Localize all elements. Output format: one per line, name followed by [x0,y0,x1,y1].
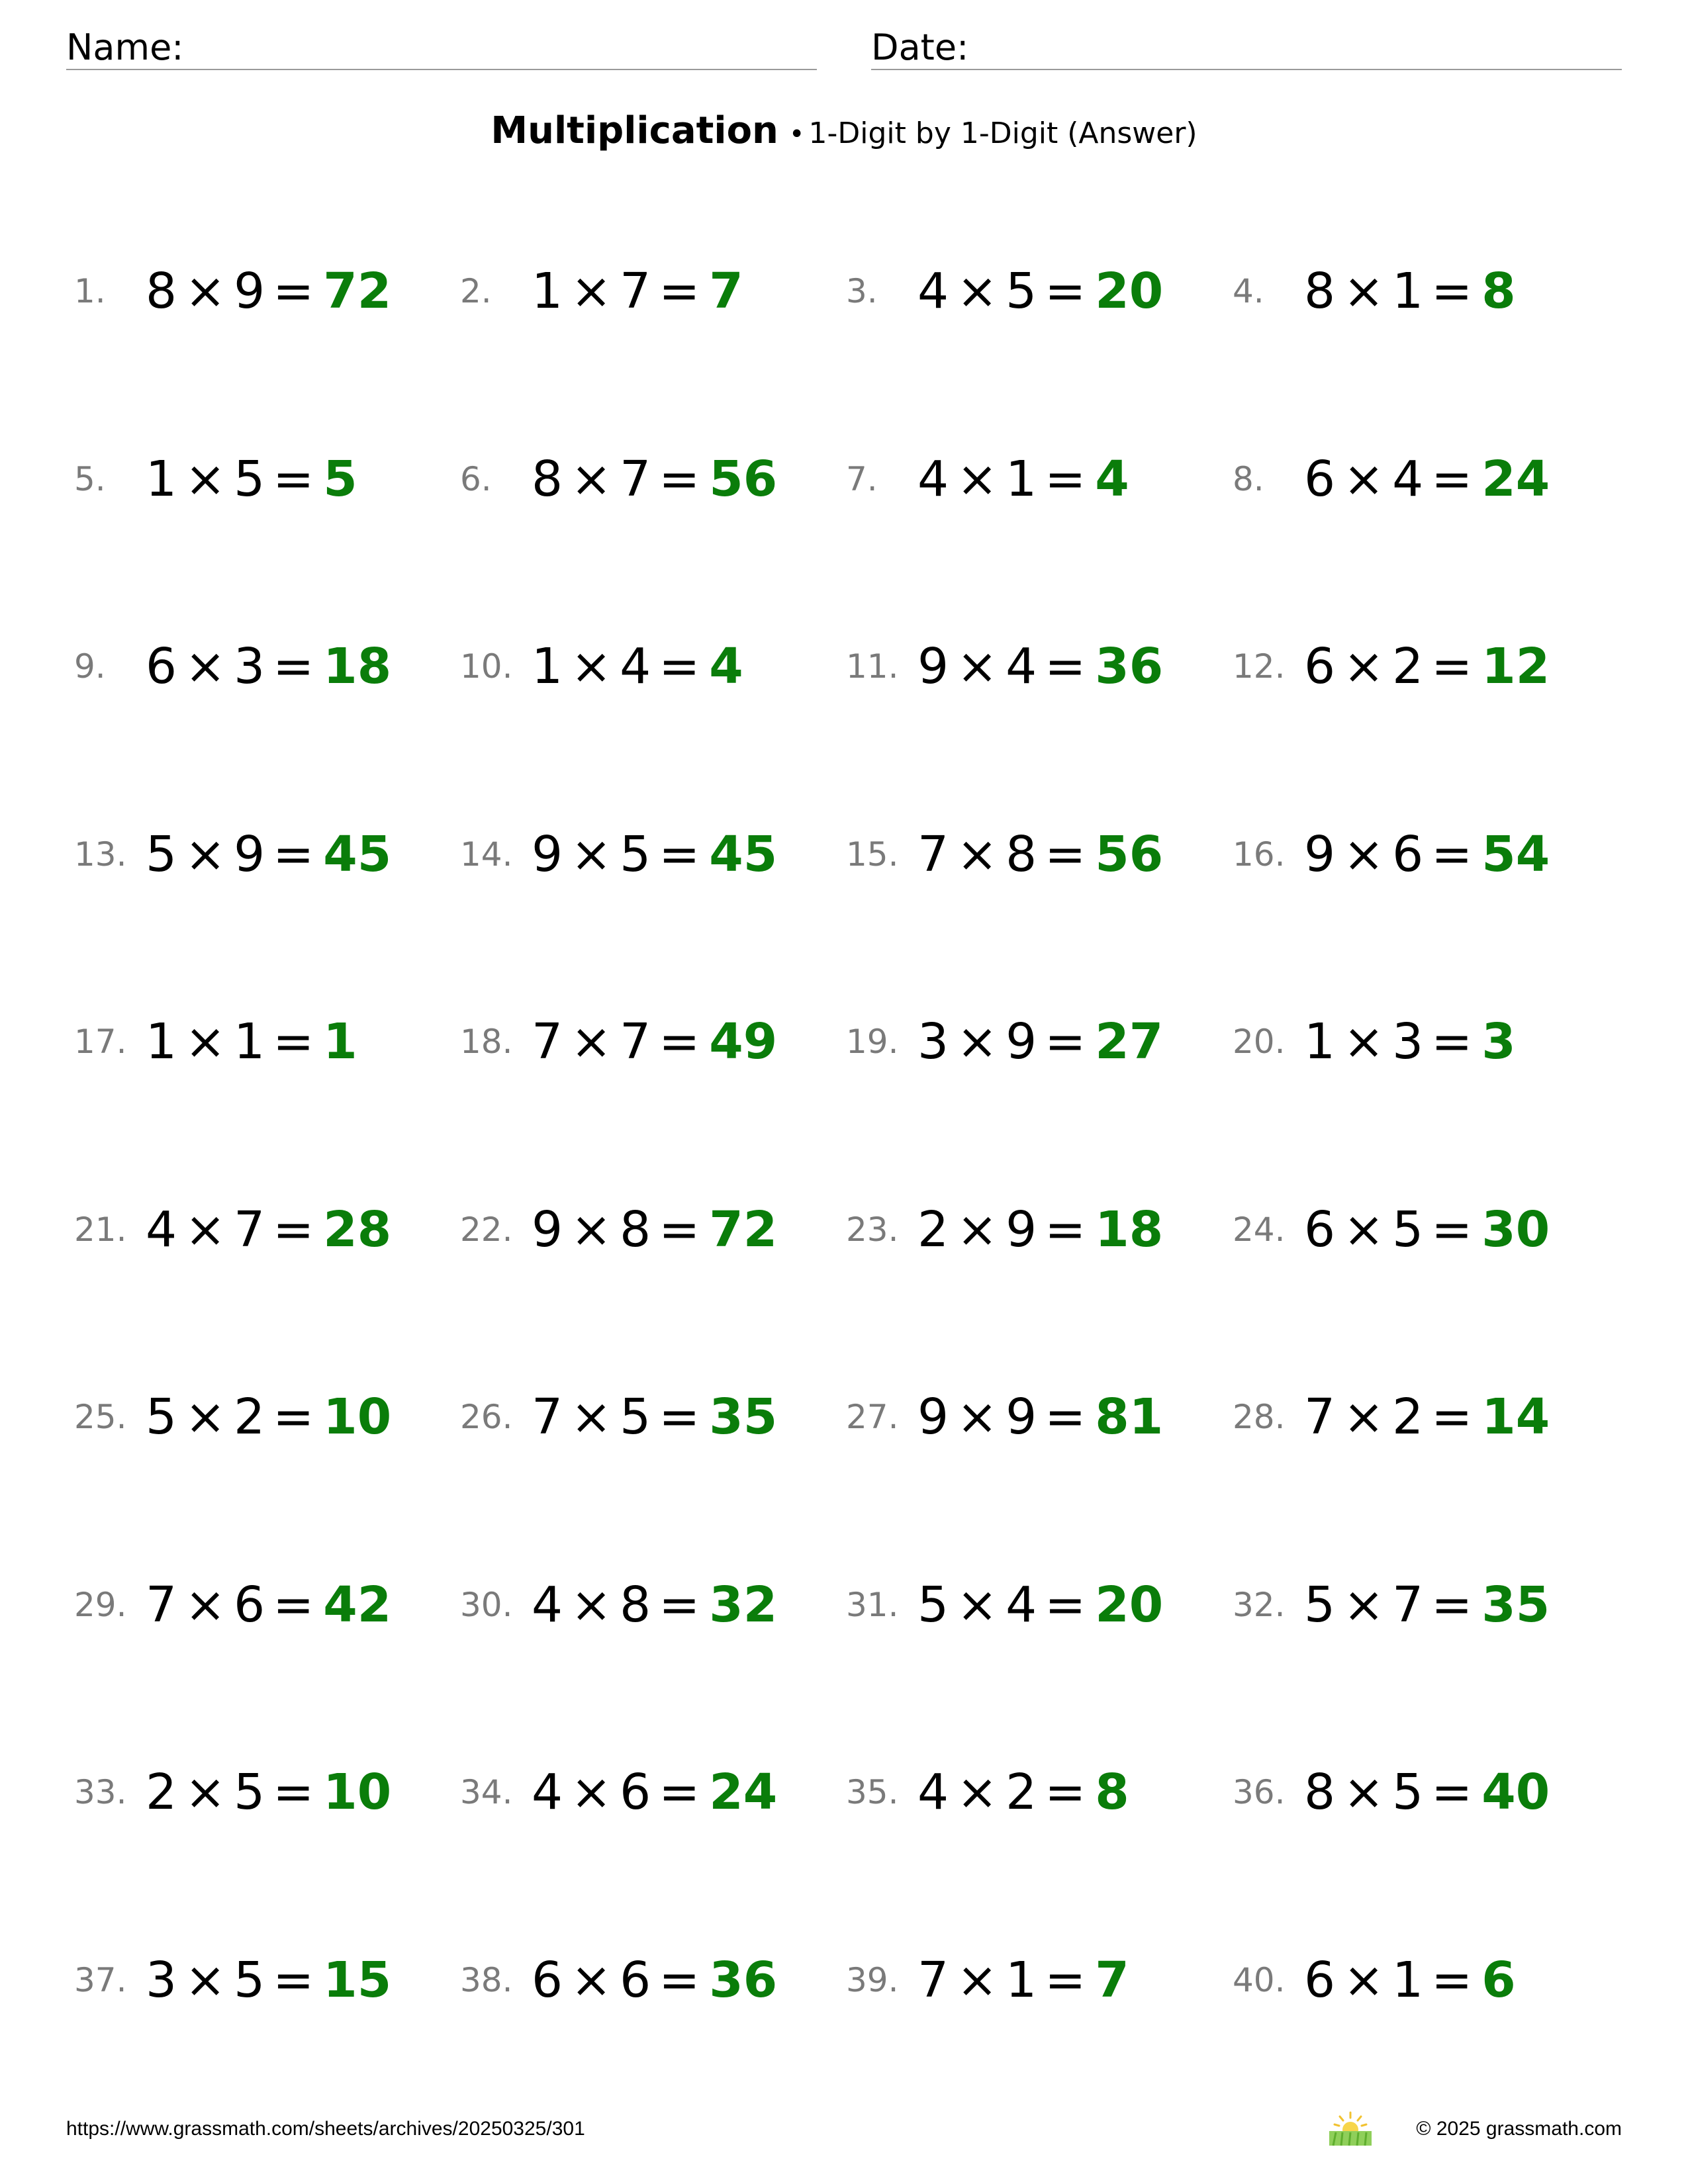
operand-a: 6 [1304,1201,1336,1258]
equals-sign: = [1431,1764,1473,1821]
answer: 15 [323,1952,392,2009]
operand-a: 7 [1304,1388,1336,1445]
times-sign: × [185,1013,226,1070]
answer: 45 [709,826,778,883]
operand-a: 6 [1304,638,1336,695]
problem-number: 1. [74,272,106,310]
times-sign: × [571,451,612,508]
problem-expression [917,1005,1163,1078]
date-field [871,26,1622,70]
answer: 32 [709,1576,778,1633]
footer-url: https://www.grassmath.com/sheets/archives/20250325/301 [66,2118,585,2140]
problem-number: 28. [1233,1398,1286,1436]
equals-sign: = [1431,451,1473,508]
problem-expression [1304,1569,1550,1641]
equals-sign: = [273,1764,314,1821]
operand-a: 3 [146,1952,177,2009]
problem-expression [146,1569,391,1641]
equals-sign: = [659,638,700,695]
times-sign: × [957,263,998,320]
equals-sign: = [1045,638,1086,695]
times-sign: × [957,1764,998,1821]
equals-sign: = [273,826,314,883]
operand-b: 4 [1392,451,1424,508]
times-sign: × [1343,1764,1385,1821]
answer: 24 [709,1764,778,1821]
problem-expression [1304,630,1550,703]
operand-a: 9 [532,826,563,883]
problem-number: 35. [846,1773,899,1811]
equals-sign: = [1045,451,1086,508]
problem-expression [1304,1193,1550,1266]
equals-sign: = [1431,263,1473,320]
problem-number: 22. [460,1210,513,1249]
operand-b: 4 [1006,1576,1037,1633]
problem-expression [917,630,1163,703]
answer: 35 [709,1388,778,1445]
answer: 36 [709,1952,778,2009]
problem-expression [146,255,391,328]
equals-sign: = [1431,1952,1473,2009]
equals-sign: = [659,1013,700,1070]
equals-sign: = [273,1576,314,1633]
equals-sign: = [1431,826,1473,883]
problem-number: 5. [74,460,106,498]
problem-number: 11. [846,647,899,686]
problem-number: 2. [460,272,492,310]
times-sign: × [185,1764,226,1821]
operand-a: 2 [146,1764,177,1821]
problem-number: 39. [846,1961,899,1999]
times-sign: × [1343,1201,1385,1258]
answer: 42 [323,1576,392,1633]
operand-b: 6 [620,1952,651,2009]
answer: 72 [709,1201,778,1258]
answer: 72 [323,263,392,320]
operand-b: 5 [620,826,651,883]
operand-a: 1 [532,263,563,320]
operand-b: 1 [1006,451,1037,508]
equals-sign: = [273,1013,314,1070]
operand-b: 8 [620,1201,651,1258]
answer: 45 [323,826,392,883]
times-sign: × [571,638,612,695]
times-sign: × [571,1013,612,1070]
problem-expression [532,1944,777,2017]
times-sign: × [957,826,998,883]
problem-number: 15. [846,835,899,874]
operand-b: 7 [620,1013,651,1070]
operand-b: 1 [1392,263,1424,320]
problem-expression [1304,443,1550,516]
problem-expression [532,1193,777,1266]
footer-copyright: © 2025 grassmath.com [1416,2118,1622,2140]
problem-expression [1304,1944,1516,2017]
answer: 40 [1481,1764,1550,1821]
operand-a: 4 [917,1764,949,1821]
problem-expression [1304,1756,1550,1829]
equals-sign: = [1431,638,1473,695]
name-field [66,26,817,70]
worksheet-title [0,105,1688,166]
operand-a: 7 [532,1013,563,1070]
answer: 35 [1481,1576,1550,1633]
problem-number: 31. [846,1586,899,1624]
times-sign: × [957,451,998,508]
equals-sign: = [1045,826,1086,883]
problem-number: 17. [74,1023,127,1061]
problem-expression [146,1944,391,2017]
answer: 18 [323,638,392,695]
problem-expression [146,1193,391,1266]
operand-a: 1 [146,1013,177,1070]
equals-sign: = [659,1952,700,2009]
operand-b: 7 [620,263,651,320]
operand-b: 5 [234,1764,265,1821]
operand-b: 5 [1392,1201,1424,1258]
times-sign: × [1343,1576,1385,1633]
times-sign: × [1343,638,1385,695]
equals-sign: = [1431,1576,1473,1633]
times-sign: × [1343,826,1385,883]
operand-a: 3 [917,1013,949,1070]
times-sign: × [185,826,226,883]
problem-number: 30. [460,1586,513,1624]
problem-expression [532,255,743,328]
problem-number: 40. [1233,1961,1286,1999]
operand-b: 4 [620,638,651,695]
times-sign: × [185,1952,226,2009]
operand-a: 4 [917,263,949,320]
problem-number: 7. [846,460,878,498]
operand-a: 1 [146,451,177,508]
problem-number: 33. [74,1773,127,1811]
problem-expression [917,443,1129,516]
operand-a: 6 [1304,1952,1336,2009]
problem-number: 32. [1233,1586,1286,1624]
operand-b: 1 [1006,1952,1037,2009]
times-sign: × [957,638,998,695]
operand-b: 2 [1392,1388,1424,1445]
answer: 12 [1481,638,1550,695]
title-subtitle: 1-Digit by 1-Digit (Answer) [808,116,1197,150]
equals-sign: = [1045,1013,1086,1070]
problem-number: 36. [1233,1773,1286,1811]
equals-sign: = [659,263,700,320]
equals-sign: = [659,826,700,883]
operand-b: 2 [234,1388,265,1445]
times-sign: × [957,1013,998,1070]
answer: 6 [1481,1952,1516,2009]
operand-b: 8 [1006,826,1037,883]
equals-sign: = [273,1201,314,1258]
times-sign: × [185,1201,226,1258]
problem-number: 9. [74,647,106,686]
operand-b: 1 [234,1013,265,1070]
equals-sign: = [1045,1388,1086,1445]
operand-b: 3 [1392,1013,1424,1070]
answer: 7 [1095,1952,1129,2009]
problem-number: 10. [460,647,513,686]
operand-a: 9 [917,638,949,695]
operand-a: 7 [532,1388,563,1445]
operand-b: 4 [1006,638,1037,695]
operand-b: 5 [1392,1764,1424,1821]
operand-a: 6 [146,638,177,695]
answer: 28 [323,1201,392,1258]
equals-sign: = [1431,1201,1473,1258]
answer: 3 [1481,1013,1516,1070]
problem-expression [146,1756,391,1829]
times-sign: × [571,1201,612,1258]
answer: 24 [1481,451,1550,508]
operand-a: 7 [917,1952,949,2009]
date-label: Date: [871,26,969,68]
answer: 56 [1095,826,1164,883]
problem-expression [532,818,777,891]
operand-a: 7 [146,1576,177,1633]
problem-number: 20. [1233,1023,1286,1061]
equals-sign: = [273,263,314,320]
operand-b: 9 [1006,1201,1037,1258]
times-sign: × [571,1388,612,1445]
problem-number: 13. [74,835,127,874]
problem-number: 4. [1233,272,1264,310]
operand-a: 9 [532,1201,563,1258]
equals-sign: = [273,1952,314,2009]
operand-b: 5 [620,1388,651,1445]
times-sign: × [1343,263,1385,320]
operand-b: 6 [1392,826,1424,883]
operand-b: 7 [620,451,651,508]
answer: 20 [1095,1576,1164,1633]
problem-expression [917,1569,1163,1641]
answer: 27 [1095,1013,1164,1070]
operand-b: 9 [1006,1013,1037,1070]
problem-expression [532,1756,777,1829]
problem-expression [146,1381,391,1453]
problem-expression [532,1005,777,1078]
times-sign: × [571,826,612,883]
operand-a: 5 [1304,1576,1336,1633]
problem-expression [532,1381,777,1453]
problem-expression [917,1756,1129,1829]
operand-b: 2 [1006,1764,1037,1821]
times-sign: × [185,263,226,320]
operand-b: 5 [234,451,265,508]
problem-expression [917,1944,1129,2017]
title-separator: • [788,119,805,150]
equals-sign: = [1045,1952,1086,2009]
problem-number: 21. [74,1210,127,1249]
problem-number: 18. [460,1023,513,1061]
equals-sign: = [273,1388,314,1445]
problem-number: 23. [846,1210,899,1249]
problem-expression [917,1381,1163,1453]
times-sign: × [1343,1952,1385,2009]
problem-number: 14. [460,835,513,874]
problem-number: 6. [460,460,492,498]
problem-number: 3. [846,272,878,310]
operand-a: 9 [1304,826,1336,883]
answer: 4 [1095,451,1129,508]
answer: 30 [1481,1201,1550,1258]
operand-b: 5 [1006,263,1037,320]
equals-sign: = [659,1576,700,1633]
operand-b: 7 [234,1201,265,1258]
answer: 10 [323,1388,392,1445]
equals-sign: = [659,451,700,508]
answer: 4 [709,638,743,695]
operand-a: 1 [1304,1013,1336,1070]
equals-sign: = [659,1388,700,1445]
answer: 1 [323,1013,357,1070]
problem-number: 16. [1233,835,1286,874]
operand-a: 2 [917,1201,949,1258]
problem-number: 12. [1233,647,1286,686]
problem-expression [1304,1005,1516,1078]
operand-b: 2 [1392,638,1424,695]
problem-expression [146,630,391,703]
answer: 8 [1481,263,1516,320]
answer: 54 [1481,826,1550,883]
operand-b: 9 [234,826,265,883]
problem-expression [917,818,1163,891]
times-sign: × [957,1576,998,1633]
problem-expression [532,443,777,516]
problem-number: 34. [460,1773,513,1811]
title-main: Multiplication [491,109,778,152]
problem-expression [146,1005,357,1078]
problem-expression [1304,1381,1550,1453]
problem-number: 8. [1233,460,1264,498]
operand-b: 1 [1392,1952,1424,2009]
operand-a: 8 [1304,263,1336,320]
equals-sign: = [1045,263,1086,320]
operand-a: 6 [1304,451,1336,508]
operand-b: 5 [234,1952,265,2009]
operand-a: 4 [917,451,949,508]
operand-a: 4 [532,1576,563,1633]
answer: 5 [323,451,357,508]
equals-sign: = [1045,1764,1086,1821]
problem-expression [917,255,1163,328]
operand-a: 6 [532,1952,563,2009]
times-sign: × [185,451,226,508]
times-sign: × [571,1952,612,2009]
name-label: Name: [66,26,184,68]
operand-b: 7 [1392,1576,1424,1633]
problem-expression [532,630,743,703]
times-sign: × [185,1388,226,1445]
times-sign: × [185,638,226,695]
times-sign: × [1343,1388,1385,1445]
answer: 14 [1481,1388,1550,1445]
answer: 36 [1095,638,1164,695]
problem-expression [146,443,357,516]
problem-number: 26. [460,1398,513,1436]
times-sign: × [957,1388,998,1445]
problem-number: 19. [846,1023,899,1061]
problem-expression [1304,818,1550,891]
operand-a: 5 [146,1388,177,1445]
operand-a: 8 [146,263,177,320]
answer: 7 [709,263,743,320]
operand-a: 8 [1304,1764,1336,1821]
operand-b: 6 [620,1764,651,1821]
problem-number: 27. [846,1398,899,1436]
problem-expression [146,818,391,891]
operand-a: 5 [917,1576,949,1633]
equals-sign: = [1045,1576,1086,1633]
answer: 56 [709,451,778,508]
equals-sign: = [1431,1013,1473,1070]
problem-number: 38. [460,1961,513,1999]
operand-a: 7 [917,826,949,883]
operand-a: 8 [532,451,563,508]
times-sign: × [571,263,612,320]
equals-sign: = [659,1764,700,1821]
operand-a: 9 [917,1388,949,1445]
equals-sign: = [1045,1201,1086,1258]
equals-sign: = [1431,1388,1473,1445]
answer: 20 [1095,263,1164,320]
problem-expression [1304,255,1516,328]
operand-b: 8 [620,1576,651,1633]
equals-sign: = [273,451,314,508]
problem-number: 24. [1233,1210,1286,1249]
times-sign: × [957,1952,998,2009]
operand-b: 6 [234,1576,265,1633]
grassmath-logo-icon [1328,2110,1373,2147]
operand-a: 5 [146,826,177,883]
operand-a: 1 [532,638,563,695]
problem-expression [532,1569,777,1641]
equals-sign: = [659,1201,700,1258]
operand-a: 4 [146,1201,177,1258]
equals-sign: = [273,638,314,695]
times-sign: × [957,1201,998,1258]
times-sign: × [185,1576,226,1633]
answer: 18 [1095,1201,1164,1258]
problem-number: 25. [74,1398,127,1436]
times-sign: × [571,1764,612,1821]
problem-number: 29. [74,1586,127,1624]
problem-expression [917,1193,1163,1266]
answer: 8 [1095,1764,1129,1821]
operand-b: 9 [234,263,265,320]
operand-b: 9 [1006,1388,1037,1445]
operand-a: 4 [532,1764,563,1821]
times-sign: × [1343,451,1385,508]
answer: 81 [1095,1388,1164,1445]
problem-number: 37. [74,1961,127,1999]
times-sign: × [571,1576,612,1633]
answer: 10 [323,1764,392,1821]
times-sign: × [1343,1013,1385,1070]
answer: 49 [709,1013,778,1070]
operand-b: 3 [234,638,265,695]
